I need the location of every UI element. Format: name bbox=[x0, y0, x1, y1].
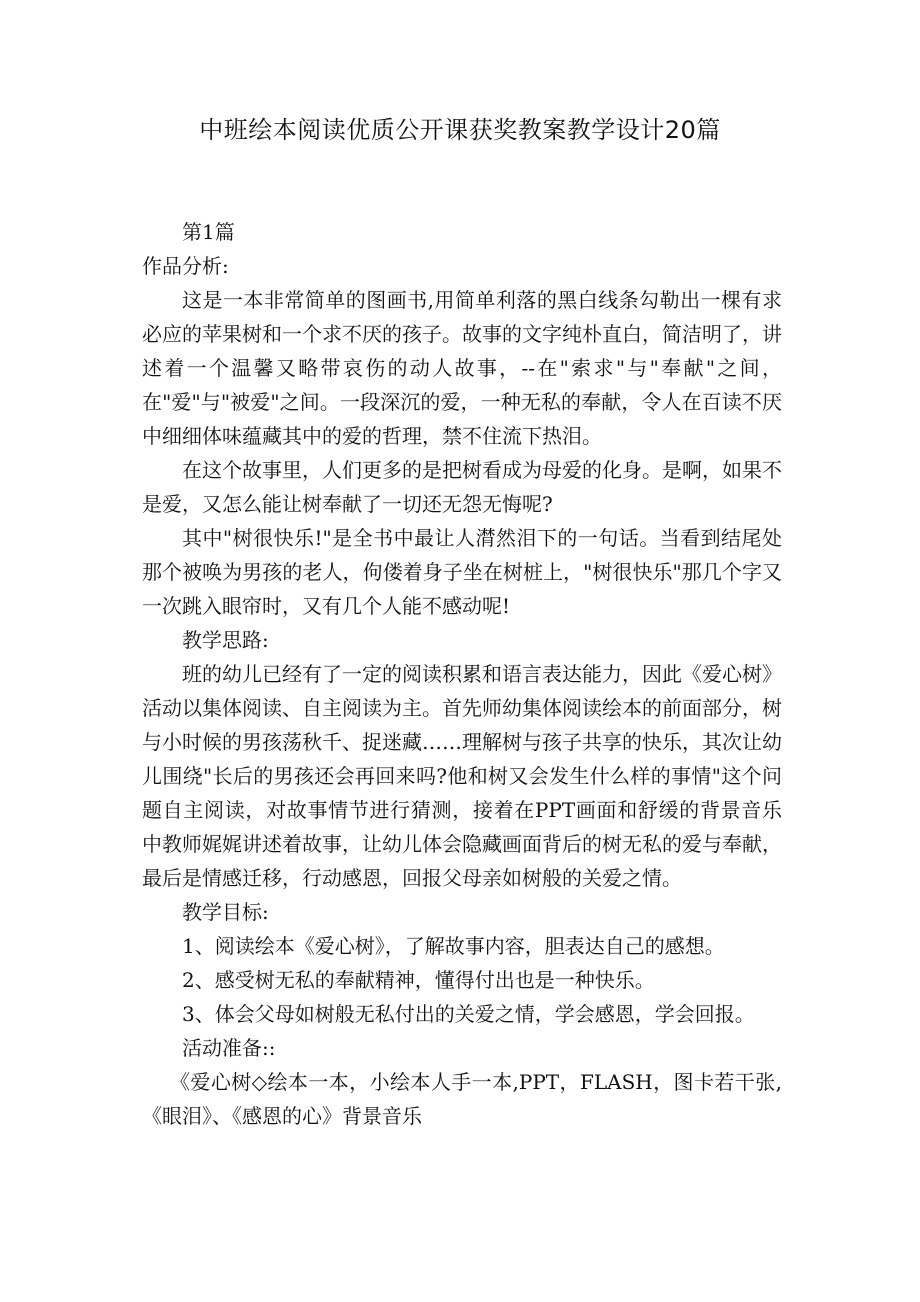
document-body bbox=[142, 215, 782, 1133]
goal-item-2: 2、感受树无私的奉献精神，懂得付出也是一种快乐。 bbox=[182, 968, 655, 992]
approach-heading: 教学思路: bbox=[182, 628, 269, 652]
analysis-paragraph-3: 其中"树很快乐!"是全书中最让人潸然泪下的一句话。当看到结尾处那个被唤为男孩的老人，佝偻着身子坐在树桩上，"树很快乐"那几个字又一次跳入眼帘时，又有几个人能不感动呢! bbox=[142, 526, 782, 618]
analysis-paragraph-1: 这是一本非常简单的图画书,用简单利落的黑白线条勾勒出一棵有求必应的苹果树和一个求不厌的孩子。故事的文字纯朴直白，简洁明了，讲述着一个温馨又略带哀伤的动人故事，--在"索求"与"奉献"之间，在"爱"与"被爱"之间。一段深沉的爱，一种无私的奉献，令人在百读不厌中细细体味蕴藏其中的爱的哲理，禁不住流下热泪。 bbox=[142, 288, 782, 448]
approach-paragraph: 班的幼儿已经有了一定的阅读积累和语言表达能力，因此《爱心树》活动以集体阅读、自主阅读为主。首先师幼集体阅读绘本的前面部分，树与小时候的男孩荡秋千、捉迷藏……理解树与孩子共享的快乐，其次让幼儿围绕"长后的男孩还会再回来吗?他和树又会发生什么样的事情"这个问题自主阅读，对故事情节进行猜测，接着在PPT画面和舒缓的背景音乐中教师娓娓讲述着故事，让幼儿体会隐藏画面背后的树无私的爱与奉献，最后是情感迁移，行动感恩，回报父母亲如树般的关爱之情。 bbox=[142, 662, 782, 890]
prep-paragraph: 《爱心树◇绘本一本，小绘本人手一本,PPT，FLASH，图卡若干张,《眼泪》、《感恩的心》背景音乐 bbox=[142, 1070, 782, 1128]
analysis-paragraph-2: 在这个故事里，人们更多的是把树看成为母爱的化身。是啊，如果不是爱，又怎么能让树奉献了一切还无怨无悔呢? bbox=[142, 458, 782, 516]
goal-item-1: 1、阅读绘本《爱心树》，了解故事内容，胆表达自己的感想。 bbox=[182, 934, 725, 958]
goals-heading: 教学目标: bbox=[182, 900, 269, 924]
prep-heading: 活动准备:: bbox=[182, 1036, 276, 1060]
analysis-heading: 作品分析: bbox=[142, 254, 229, 278]
chapter-label: 第1篇 bbox=[182, 220, 235, 244]
document-title: 中班绘本阅读优质公开课获奖教案教学设计20篇 bbox=[199, 116, 721, 144]
goal-item-3: 3、体会父母如树般无私付出的关爱之情，学会感恩，学会回报。 bbox=[182, 1002, 755, 1026]
